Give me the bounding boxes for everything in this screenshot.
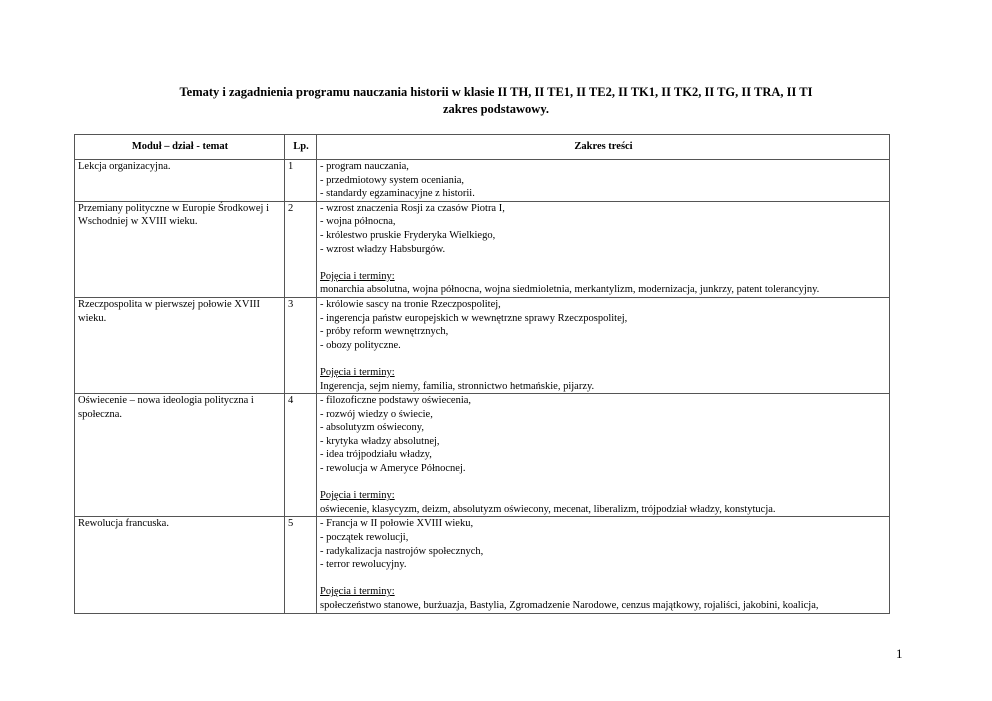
table-row — [75, 201, 890, 297]
content-item: - początek rewolucji, — [320, 532, 409, 544]
content-cell — [317, 517, 890, 613]
content-item: - wzrost znaczenia Rosji za czasów Piotra I, — [320, 202, 505, 214]
content-item: - rozwój wiedzy o świecie, — [320, 408, 433, 420]
content-item: - obozy polityczne. — [320, 339, 401, 351]
content-item: - królowie sascy na tronie Rzeczpospolitej, — [320, 298, 501, 310]
title-line-2: zakres podstawowy. — [442, 102, 550, 116]
lp-cell: 2 — [285, 201, 317, 297]
terms-text: Ingerencja, sejm niemy, familia, stronnictwo hetmańskie, pijarzy. — [320, 380, 595, 392]
document-title — [60, 84, 932, 118]
content-item: - idea trójpodziału władzy, — [320, 449, 432, 461]
lp-cell: 3 — [285, 297, 317, 393]
header-lp: Lp. — [285, 135, 317, 160]
table-row — [75, 160, 890, 202]
table-row — [75, 517, 890, 613]
terms-label: Pojęcia i terminy: — [320, 586, 395, 598]
terms-label: Pojęcia i terminy: — [320, 490, 395, 502]
content-item: - program nauczania, — [320, 161, 409, 172]
content-item: - filozoficzne podstawy oświecenia, — [320, 395, 472, 407]
page-number: 1 — [896, 646, 903, 661]
content-item: - królestwo pruskie Fryderyka Wielkiego, — [320, 229, 496, 241]
content-item: - próby reform wewnętrznych, — [320, 326, 449, 338]
content-item-list — [320, 298, 887, 352]
content-item-list — [320, 517, 887, 571]
content-cell — [317, 394, 890, 517]
content-item: - krytyka władzy absolutnej, — [320, 435, 440, 447]
content-item: - Francja w II połowie XVIII wieku, — [320, 518, 474, 530]
content-item-list — [320, 394, 887, 476]
content-item: - przedmiotowy system oceniania, — [320, 174, 465, 186]
content-item: - terror rewolucyjny. — [320, 559, 407, 571]
content-cell — [317, 160, 890, 202]
content-item: - rewolucja w Ameryce Północnej. — [320, 463, 466, 475]
content-item: - absolutyzm oświecony, — [320, 422, 425, 434]
content-item: - wojna północna, — [320, 216, 396, 228]
module-cell: Rzeczpospolita w pierwszej połowie XVIII wieku. — [75, 297, 285, 393]
content-cell — [317, 201, 890, 297]
module-cell: Lekcja organizacyjna. — [75, 160, 285, 202]
terms-text: oświecenie, klasycyzm, deizm, absolutyzm oświecony, mecenat, liberalizm, trójpodział władzy, konstytucja. — [320, 503, 776, 515]
terms-label: Pojęcia i terminy: — [320, 270, 395, 282]
content-item: - wzrost władzy Habsburgów. — [320, 243, 446, 255]
table-header-row — [75, 135, 890, 160]
content-cell — [317, 297, 890, 393]
terms-text: monarchia absolutna, wojna północna, wojna siedmioletnia, merkantylizm, modernizacja, junkrzy, patent tolerancyjny. — [320, 284, 820, 296]
table-row — [75, 394, 890, 517]
terms-text: społeczeństwo stanowe, burżuazja, Bastylia, Zgromadzenie Narodowe, cenzus majątkowy, rojaliści, jakobini, koalicja, — [320, 600, 819, 611]
content-item: - radykalizacja nastrojów społecznych, — [320, 545, 484, 557]
content-item: - standardy egzaminacyjne z historii. — [320, 188, 475, 200]
lp-cell: 5 — [285, 517, 317, 613]
content-item-list — [320, 202, 887, 256]
lp-cell: 4 — [285, 394, 317, 517]
header-content: Zakres treści — [317, 135, 890, 160]
table-row — [75, 297, 890, 393]
curriculum-table — [74, 134, 890, 614]
lp-cell: 1 — [285, 160, 317, 202]
module-cell: Przemiany polityczne w Europie Środkowej i Wschodniej w XVIII wieku. — [75, 201, 285, 297]
content-item-list — [320, 160, 887, 201]
module-cell: Oświecenie – nowa ideologia polityczna i społeczna. — [75, 394, 285, 517]
module-cell: Rewolucja francuska. — [75, 517, 285, 613]
content-item: - ingerencja państw europejskich w wewnętrzne sprawy Rzeczpospolitej, — [320, 312, 628, 324]
header-module: Moduł – dział - temat — [75, 135, 285, 160]
terms-label: Pojęcia i terminy: — [320, 366, 395, 378]
title-line-1: Tematy i zagadnienia programu nauczania historii w klasie II TH, II TE1, II TE2, II TK1, II TK2, II TG, II TRA, II TI — [179, 85, 813, 99]
